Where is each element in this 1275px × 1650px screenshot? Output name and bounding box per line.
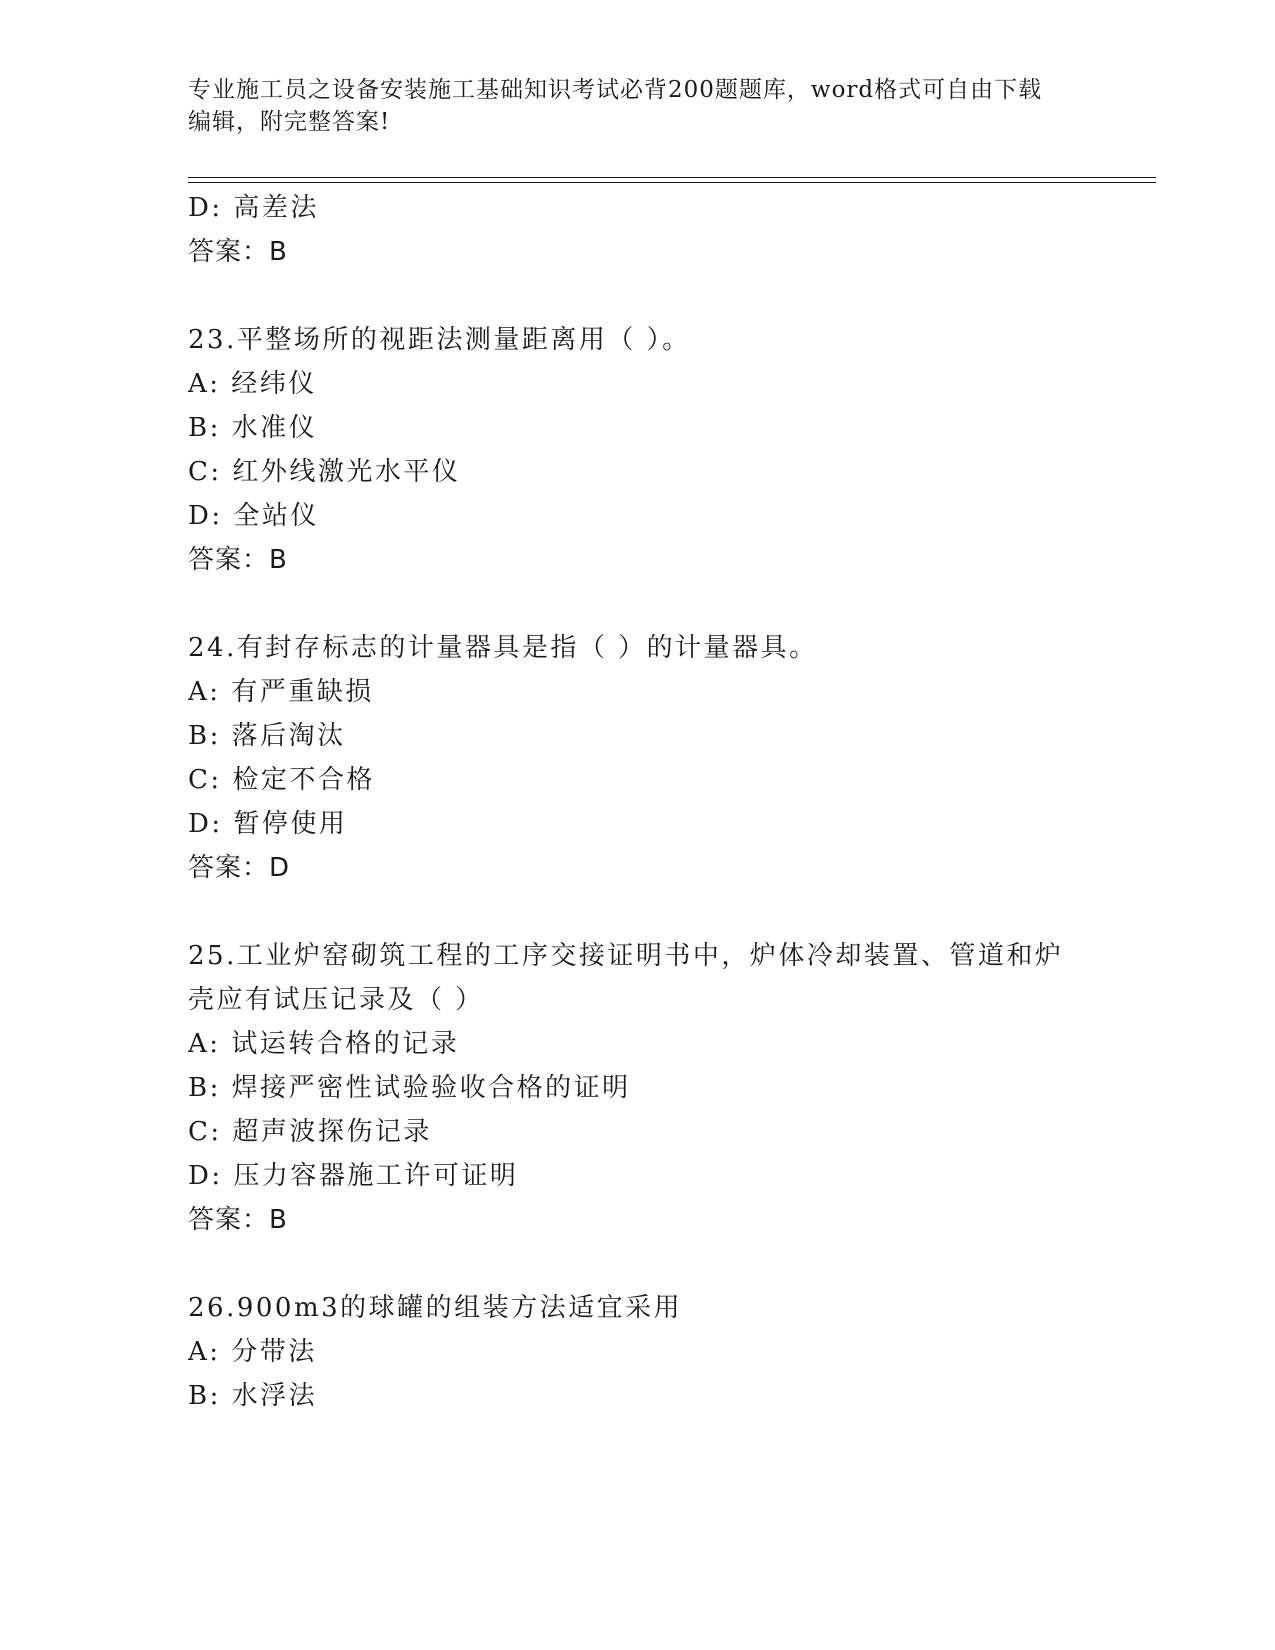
q23-option-a: A: 经纬仪 bbox=[188, 369, 317, 399]
q26-option-a: A: 分带法 bbox=[188, 1337, 317, 1367]
q25-option-c: C: 超声波探伤记录 bbox=[188, 1117, 432, 1147]
q23-option-d: D: 全站仪 bbox=[188, 501, 319, 531]
q24-option-d: D: 暂停使用 bbox=[188, 809, 348, 839]
q26-question: 26.900m3的球罐的组装方法适宜采用 bbox=[188, 1293, 683, 1323]
q25-option-a: A: 试运转合格的记录 bbox=[188, 1029, 460, 1059]
q24-option-a: A: 有严重缺损 bbox=[188, 677, 374, 707]
header-divider-bottom bbox=[188, 182, 1156, 183]
q22-answer: 答案：B bbox=[188, 237, 288, 267]
q23-answer: 答案：B bbox=[188, 545, 288, 575]
q25-answer: 答案：B bbox=[188, 1205, 288, 1235]
q24-question: 24.有封存标志的计量器具是指（ ）的计量器具。 bbox=[188, 633, 818, 663]
q23-option-c: C: 红外线激光水平仪 bbox=[188, 457, 461, 487]
document-header bbox=[188, 74, 1088, 138]
q24-option-b: B: 落后淘汰 bbox=[188, 721, 346, 751]
header-divider-top bbox=[188, 177, 1156, 178]
header-line-1: 专业施工员之设备安装施工基础知识考试必背200题题库，word格式可自由下载 bbox=[188, 77, 1043, 103]
header-line-2: 编辑，附完整答案! bbox=[188, 109, 391, 135]
q25-question-line-1: 25.工业炉窑砌筑工程的工序交接证明书中，炉体冷却装置、管道和炉 bbox=[188, 941, 1064, 971]
q25-option-b: B: 焊接严密性试验验收合格的证明 bbox=[188, 1073, 631, 1103]
q24-option-c: C: 检定不合格 bbox=[188, 765, 375, 795]
q22-option-d: D: 高差法 bbox=[188, 193, 319, 223]
q23-option-b: B: 水准仪 bbox=[188, 413, 318, 443]
q23-question: 23.平整场所的视距法测量距离用（ ）。 bbox=[188, 325, 691, 355]
q25-option-d: D: 压力容器施工许可证明 bbox=[188, 1161, 519, 1191]
q24-answer: 答案：D bbox=[188, 853, 291, 883]
q26-option-b: B: 水浮法 bbox=[188, 1381, 318, 1411]
q25-question-line-2: 壳应有试压记录及（ ） bbox=[188, 985, 484, 1015]
